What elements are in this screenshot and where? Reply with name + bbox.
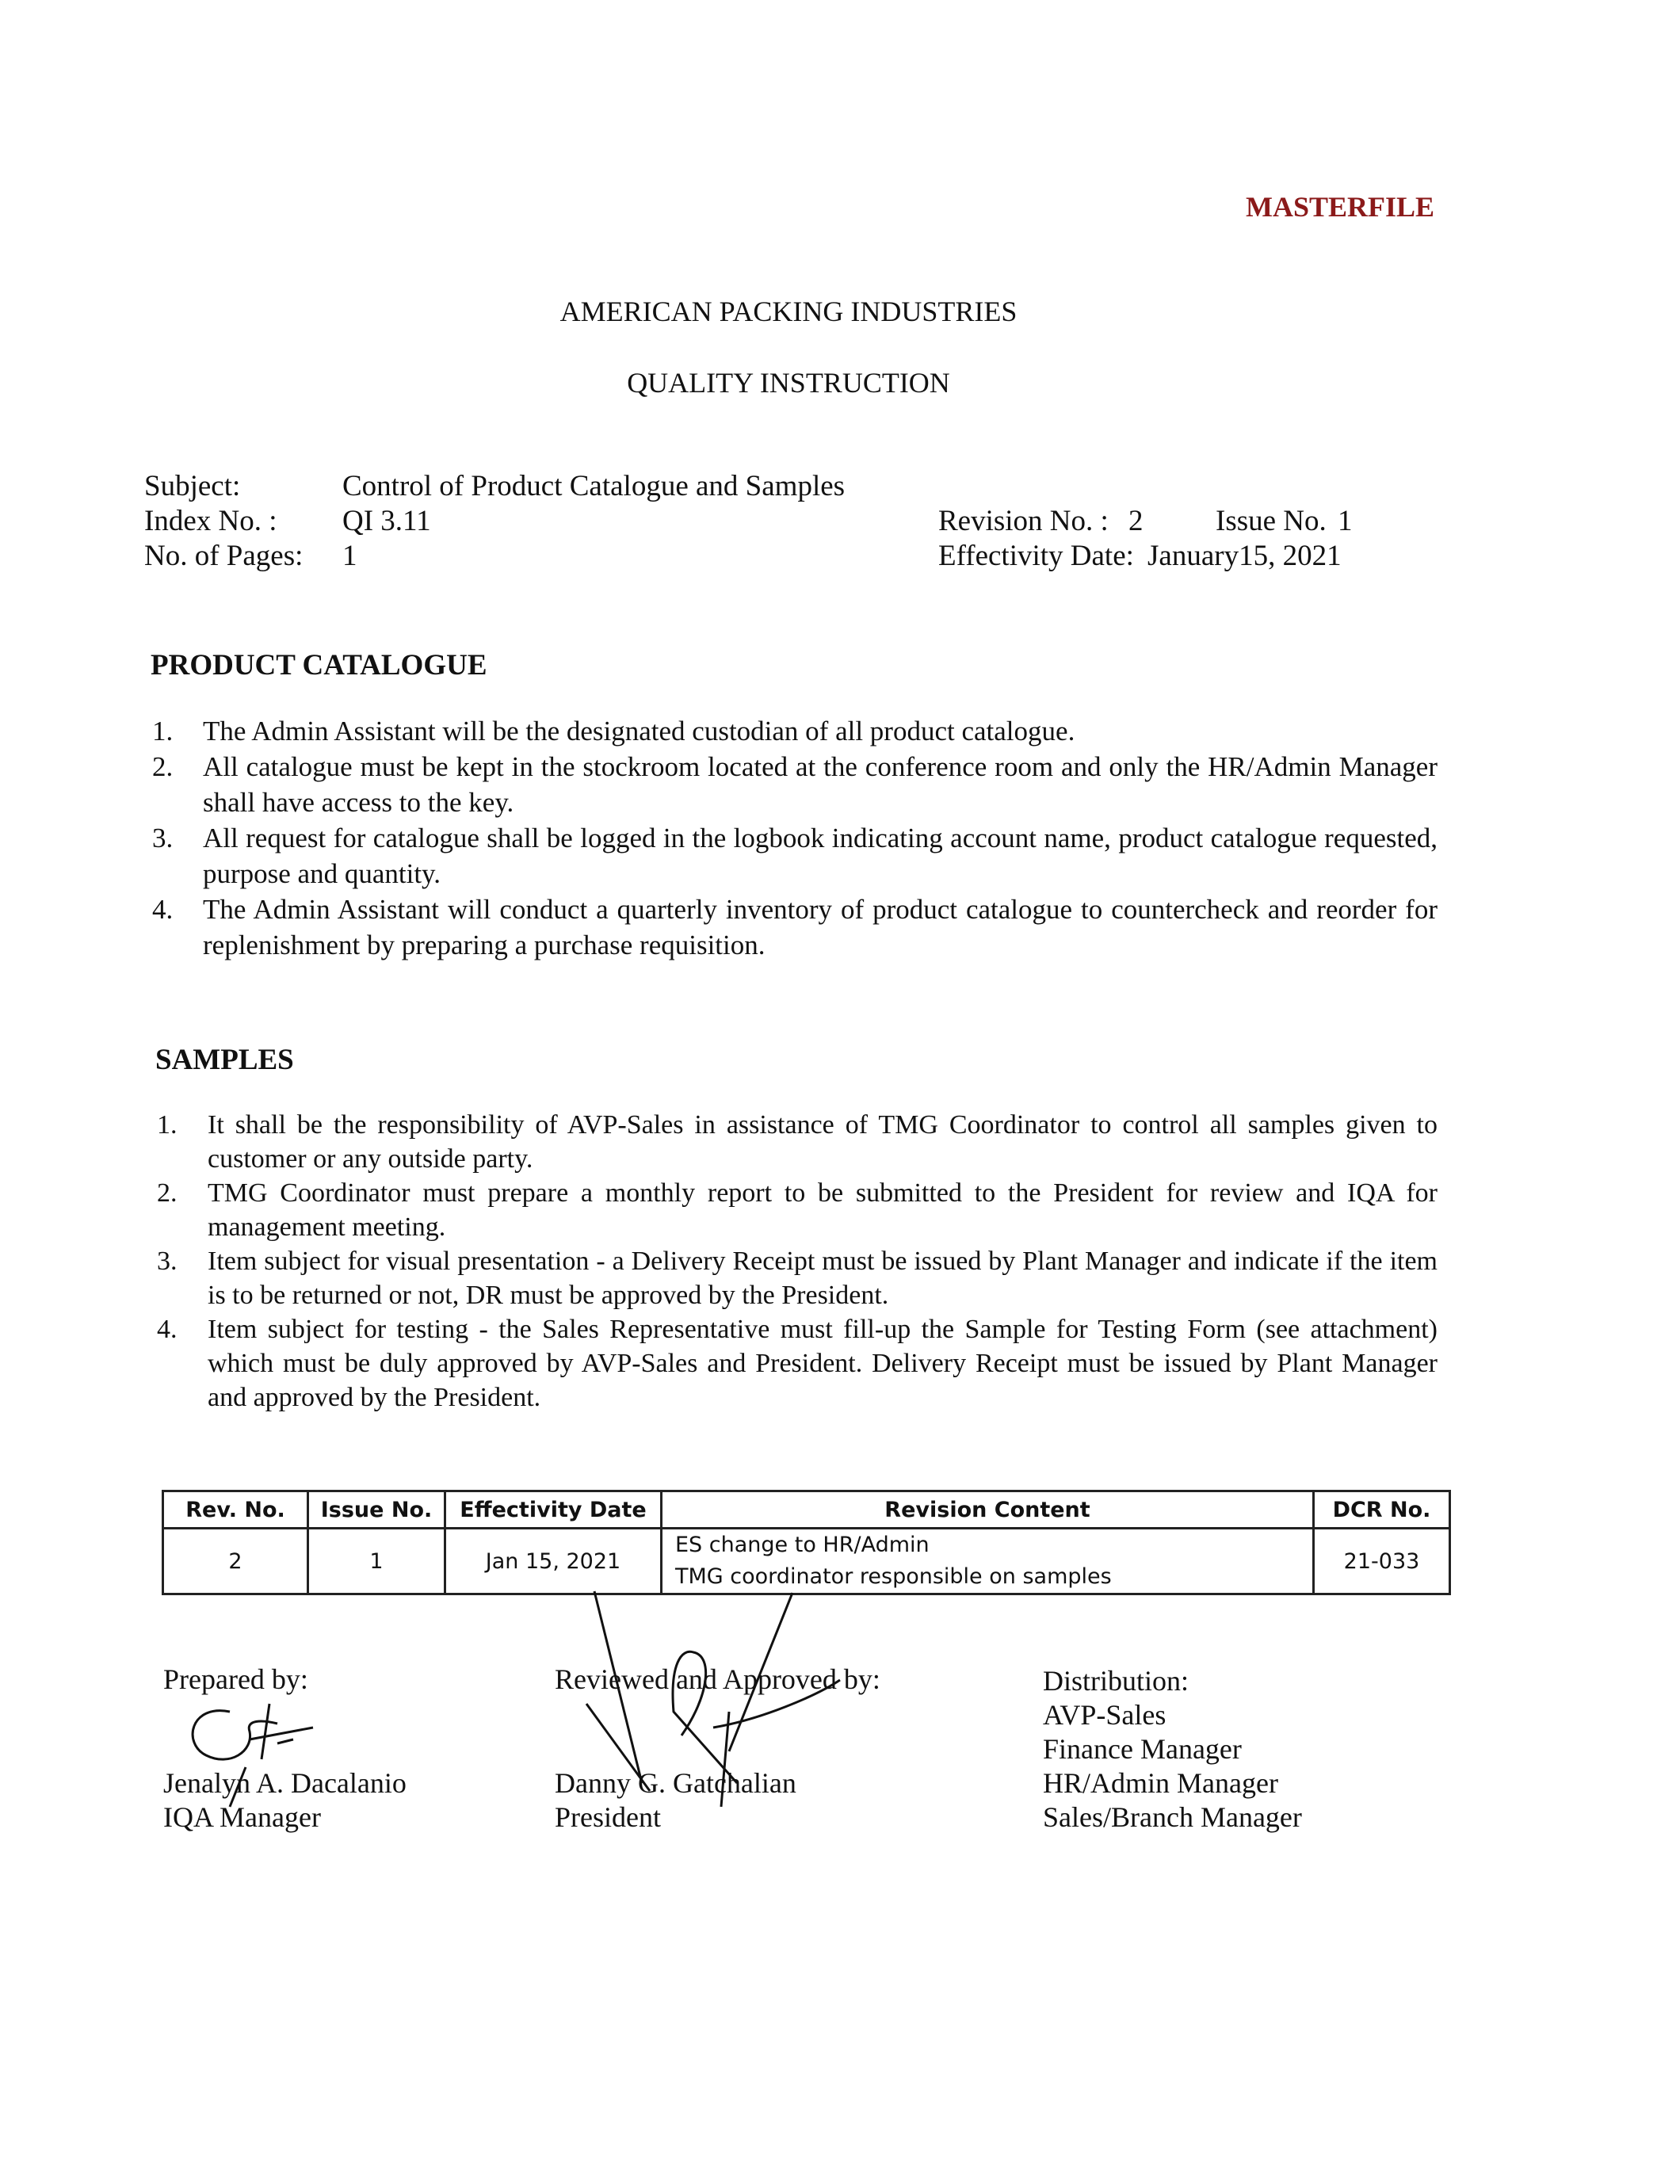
cell-date: Jan 15, 2021 xyxy=(445,1529,662,1594)
distribution-label: Distribution: xyxy=(1043,1665,1189,1697)
cell-dcr-no: 21-033 xyxy=(1314,1529,1450,1594)
list-item: 4. The Admin Assistant will conduct a quarterly inventory of product catalogue to countercheck and reorder for replenishment by preparing a purchase requisition. xyxy=(152,894,1438,960)
subject-value: Control of Product Catalogue and Samples xyxy=(342,470,846,502)
list-item: 1. It shall be the responsibility of AVP-Sales in assistance of TMG Coordinator to control all samples given to customer or any outside party. xyxy=(157,1110,1438,1174)
subject-label: Subject: xyxy=(144,470,241,502)
col-revision-content: Revision Content xyxy=(662,1491,1314,1529)
list-item: 2. All catalogue must be kept in the stockroom located at the conference room and only the HR/Admin Manager shall have access to the key. xyxy=(152,751,1438,818)
prepared-name: Jenalyn A. Dacalanio xyxy=(163,1767,407,1799)
cell-rev-no: 2 xyxy=(163,1529,308,1594)
pages-label: No. of Pages: xyxy=(144,540,304,572)
list-item: 4. Item subject for testing - the Sales Representative must fill-up the Sample for Testing Form (see attachment) which must be duly approved by AVP-Sales and President. Delivery Receipt must be issued by Plant Manager and approved by the President. xyxy=(157,1315,1438,1412)
list-item: 2. TMG Coordinator must prepare a monthly report to be submitted to the President for review and IQA for management meeting. xyxy=(157,1178,1438,1242)
cell-issue-no: 1 xyxy=(308,1529,445,1594)
catalogue-list xyxy=(152,713,1438,963)
revision-label: Revision No. : xyxy=(938,505,1109,537)
issue-label: Issue No. xyxy=(1216,505,1327,537)
revision-table xyxy=(162,1490,1451,1595)
distribution-item: HR/Admin Manager xyxy=(1043,1767,1278,1799)
index-value: QI 3.11 xyxy=(342,505,431,537)
list-item: 3. All request for catalogue shall be logged in the logbook indicating account name, product catalogue requested, purpose and quantity. xyxy=(152,823,1438,889)
revision-content-line: ES change to HR/Admin xyxy=(675,1533,930,1557)
distribution-item: AVP-Sales xyxy=(1043,1699,1166,1731)
effectivity-label: Effectivity Date: xyxy=(938,540,1134,572)
document-type: QUALITY INSTRUCTION xyxy=(627,367,950,399)
col-issue-no: Issue No. xyxy=(308,1491,445,1529)
list-item: 3. Item subject for visual presentation - a Delivery Receipt must be issued by Plant Manager and indicate if the item is to be returned or not, DR must be approved by the President. xyxy=(157,1247,1438,1310)
revision-content-line: TMG coordinator responsible on samples xyxy=(675,1564,1112,1589)
col-effectivity-date: Effectivity Date xyxy=(445,1491,662,1529)
table-header-row xyxy=(163,1491,1450,1529)
pages-value: 1 xyxy=(342,540,357,572)
prepared-title: IQA Manager xyxy=(163,1801,321,1833)
prepared-by-label: Prepared by: xyxy=(163,1663,308,1695)
col-rev-no: Rev. No. xyxy=(163,1491,308,1529)
reviewed-by-label: Reviewed and Approved by: xyxy=(555,1663,880,1695)
samples-heading: SAMPLES xyxy=(155,1044,294,1076)
list-item: 1. The Admin Assistant will be the designated custodian of all product catalogue. xyxy=(152,716,1075,746)
distribution-item: Finance Manager xyxy=(1043,1733,1242,1765)
effectivity-value: January15, 2021 xyxy=(1147,540,1342,572)
company-name: AMERICAN PACKING INDUSTRIES xyxy=(559,296,1018,327)
masterfile-stamp: MASTERFILE xyxy=(1246,191,1435,223)
index-label: Index No. : xyxy=(144,505,277,537)
samples-list xyxy=(157,1108,1438,1415)
reviewed-name: Danny G. Gatchalian xyxy=(555,1767,796,1799)
catalogue-heading: PRODUCT CATALOGUE xyxy=(151,649,487,682)
col-dcr-no: DCR No. xyxy=(1314,1491,1450,1529)
distribution-item: Sales/Branch Manager xyxy=(1043,1801,1302,1833)
revision-value: 2 xyxy=(1128,505,1144,537)
issue-value: 1 xyxy=(1338,505,1353,537)
reviewed-title: President xyxy=(555,1801,661,1833)
